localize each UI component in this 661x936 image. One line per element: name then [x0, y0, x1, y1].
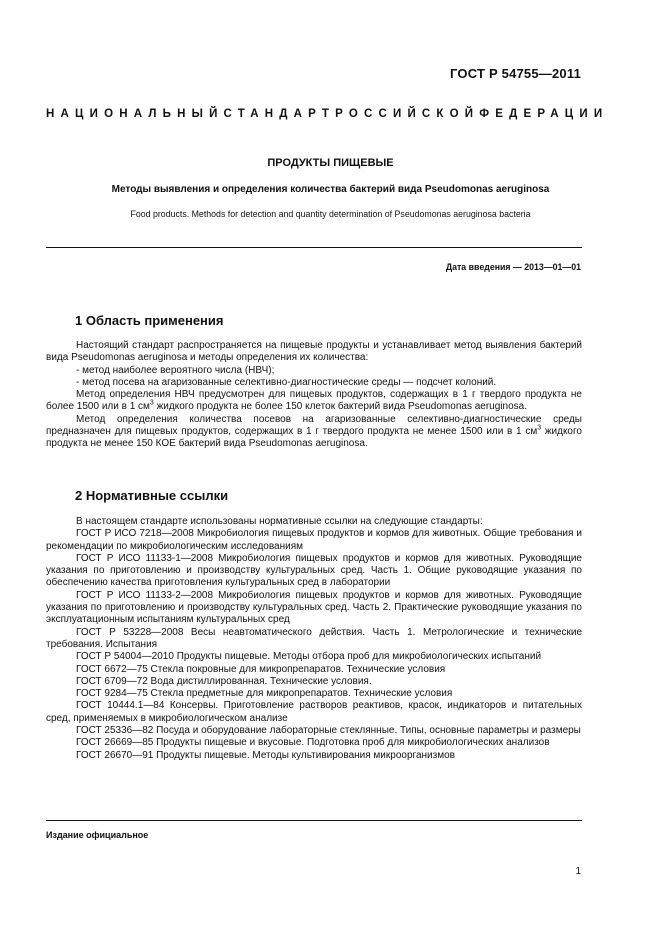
paragraph — [46, 389, 582, 414]
document-subtitle: Методы выявления и определения количества бактерий вида Pseudomonas aeruginosa — [111, 184, 550, 195]
text-run: Метод определения количества посевов на агаризованные селективно-диагностические среды предназначен для пищевых продуктов, содержащих в 1 г твердого продукта не менее 1500 или в 1 см — [46, 413, 582, 438]
text-run: Метод определения НВЧ предусмотрен для пищевых продуктов, содержащих в 1 г твердого продукта не более 1500 или в 1 см — [46, 389, 582, 413]
national-standard-banner — [46, 108, 609, 120]
reference-item: ГОСТ Р ИСО 7218—2008 Микробиология пищевых продуктов и кормов для животных. Общие требования и рекомендации по микробиологическим исследованиям — [46, 528, 582, 552]
introduction-date: Дата введения — 2013—01—01 — [445, 262, 581, 272]
list-item: - метод наиболее вероятного числа (НВЧ); — [76, 364, 275, 376]
list-item: - метод посева на агаризованные селективно-диагностические среды — подсчет колоний. — [76, 376, 497, 388]
reference-item: ГОСТ 26669—85 Продукты пищевые и вкусовые. Подготовка проб для микробиологических анализов — [76, 737, 550, 749]
text-run: жидкого продукта не более 150 клеток бактерий вида Pseudomonas aeruginosa. — [153, 401, 527, 413]
edition-label: Издание официальное — [46, 830, 149, 840]
banner-word: РОССИЙСКОЙ — [335, 108, 480, 120]
section-1-heading: 1 Область применения — [75, 313, 224, 328]
paragraph: Настоящий стандарт распространяется на пищевые продукты и устанавливает метод выявления бактерий вида Pseudomonas aeruginosa и методы определения их количества: — [46, 340, 582, 364]
reference-item: ГОСТ 26670—91 Продукты пищевые. Методы культивирования микроорганизмов — [76, 749, 455, 761]
reference-item: ГОСТ Р 54004—2010 Продукты пищевые. Методы отбора проб для микробиологических испытаний — [76, 651, 542, 663]
header-divider — [46, 247, 582, 248]
reference-item: ГОСТ Р ИСО 11133-1—2008 Микробиология пищевых продуктов и кормов для животных. Руководящие указания по приготовлению и производству культуральных сред. Часть 1. Общие руководящие указания по обеспечению качества приготовления культуральных сред в лаборатории — [46, 552, 582, 589]
paragraph — [46, 414, 582, 451]
footer-divider — [46, 820, 582, 821]
banner-word: ФЕДЕРАЦИИ — [479, 108, 609, 120]
section-1-body — [46, 340, 582, 451]
reference-item: ГОСТ 6672—75 Стекла покровные для микропрепаратов. Технические условия — [76, 663, 446, 675]
document-title: ПРОДУКТЫ ПИЩЕВЫЕ — [267, 157, 394, 169]
reference-item: ГОСТ Р 53228—2008 Весы неавтоматического действия. Часть 1. Метрологические и технические требования. Испытания — [46, 626, 582, 650]
english-title: Food products. Methods for detection and quantity determination of Pseudomonas aeruginosa bacteria — [130, 209, 531, 219]
document-number: ГОСТ Р 54755—2011 — [450, 66, 581, 81]
reference-item: ГОСТ Р ИСО 11133-2—2008 Микробиология пищевых продуктов и кормов для животных. Руководящие указания по приготовлению и производству культуральных сред. Часть 2. Практические руководящие указания по эксплуатационным испытаниям культуральных сред — [46, 589, 582, 626]
paragraph: В настоящем стандарте использованы нормативные ссылки на следующие стандарты: — [76, 516, 483, 527]
section-2-body — [46, 516, 582, 762]
banner-word: НАЦИОНАЛЬНЫЙ — [46, 108, 224, 120]
reference-item: ГОСТ 25336—82 Посуда и оборудование лабораторные стеклянные. Типы, основные параметры и размеры — [76, 725, 581, 737]
banner-word: СТАНДАРТ — [223, 108, 336, 120]
superscript: 3 — [149, 400, 154, 408]
section-2-heading: 2 Нормативные ссылки — [75, 488, 229, 503]
reference-item: ГОСТ 9284—75 Стекла предметные для микропрепаратов. Технические условия — [76, 688, 453, 700]
reference-item: ГОСТ 10444.1—84 Консервы. Приготовление растворов реактивов, красок, индикаторов и питательных сред, применяемых в микробиологическом анализе — [46, 700, 582, 724]
text-run: жидкого продукта не менее 150 КОЕ бактерий вида Pseudomonas aeruginosa. — [46, 426, 582, 450]
page-number: 1 — [575, 866, 581, 877]
superscript: 3 — [537, 424, 542, 432]
reference-item: ГОСТ 6709—72 Вода дистиллированная. Технические условия. — [76, 675, 372, 687]
